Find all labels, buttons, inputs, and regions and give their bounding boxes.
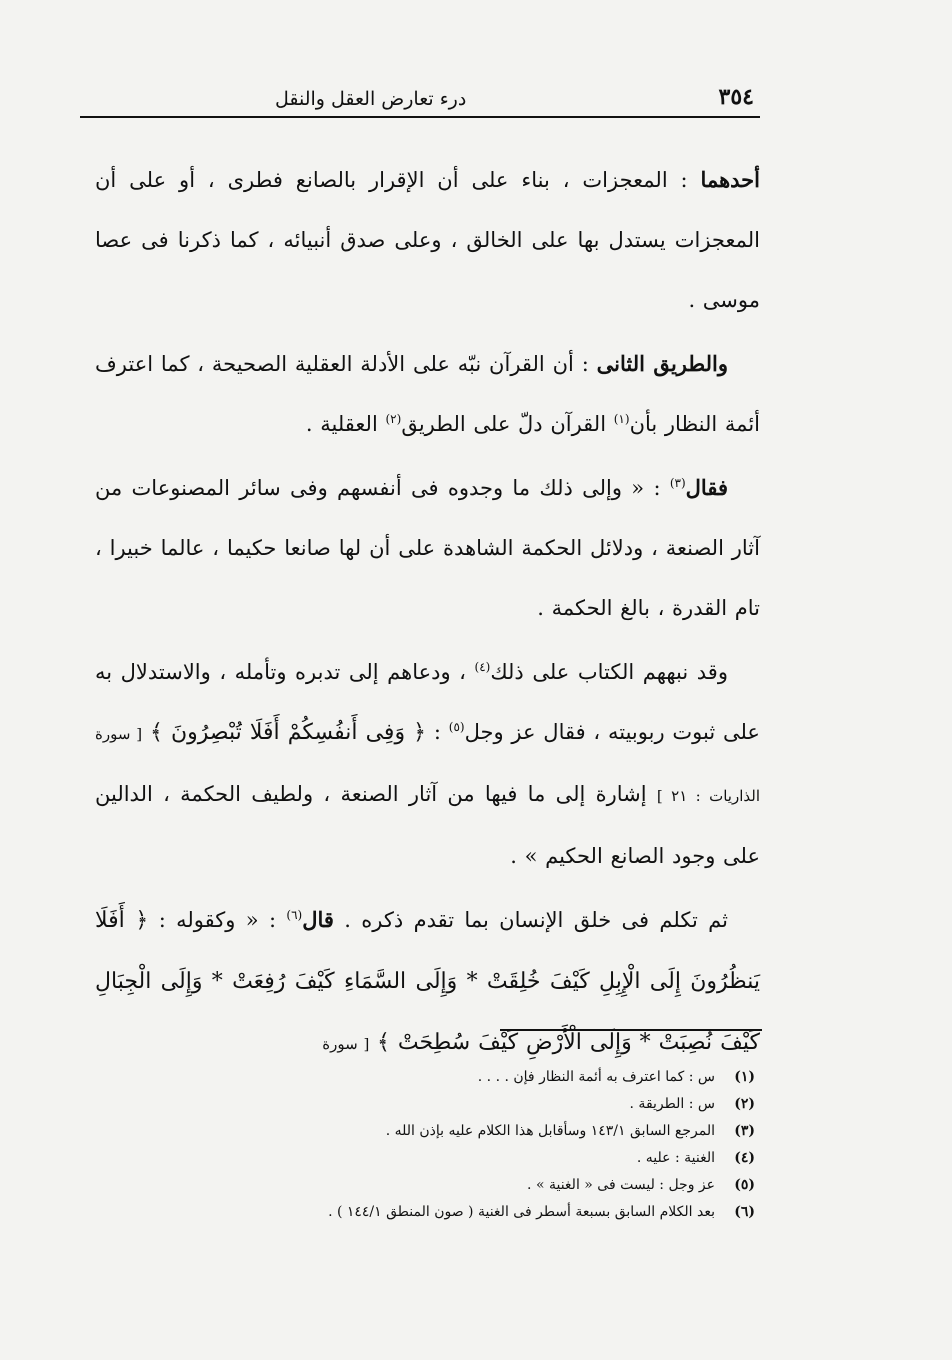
paragraph-3 — [95, 458, 760, 638]
footnote-divider — [500, 1029, 762, 1031]
footnote-text: الغنية : عليه . — [636, 1150, 715, 1166]
footnote-text: س : الطريقة . — [629, 1096, 715, 1112]
footnote-text: عز وجل : ليست فى « الغنية » . — [527, 1177, 715, 1193]
footnote-number: (٢) — [734, 1096, 755, 1112]
paragraph-text: العقلية . — [305, 412, 378, 436]
footnote-ref: (٥) — [448, 720, 465, 734]
footnote-ref: (٢) — [385, 412, 402, 426]
footnote-ref: (٦) — [286, 908, 303, 922]
running-title: درء تعارض العقل والنقل — [275, 88, 467, 110]
footnote-number: (١) — [734, 1069, 755, 1085]
paragraph-text: : المعجزات ، بناء على أن الإقرار بالصانع فطرى ، أو على أن المعجزات يستدل بها على الخالق ، وعلى صدق أنبيائه ، كما ذكرنا فى عصا موسى . — [95, 168, 760, 312]
footnote-ref: (٤) — [474, 660, 491, 674]
paragraph-text: : « وكقوله : — [158, 908, 277, 932]
page-number: ٣٥٤ — [718, 84, 754, 110]
paragraph-lead: فقال — [685, 475, 728, 500]
paragraph-4 — [95, 642, 760, 886]
footnote-text: بعد الكلام السابق بسبعة أسطر فى الغنية ( صون المنطق ١٤٤/١ ) . — [328, 1204, 715, 1220]
footnote-2 — [95, 1091, 755, 1118]
paragraph-text: القرآن دلّ على الطريق — [401, 412, 607, 436]
paragraph-text: ثم تكلم فى خلق الإنسان بما تقدم ذكره . — [344, 908, 728, 932]
paragraph-text: وقد نبههم الكتاب على ذلك — [490, 660, 728, 684]
footnote-1 — [95, 1064, 755, 1091]
paragraph-text: إشارة إلى ما فيها من آثار الصنعة ، ولطيف الحكمة ، الدالين على وجود الصانع الحكيم » . — [95, 782, 760, 868]
verse-citation: [ سورة الذاريات : ٢١ ] — [95, 725, 761, 805]
footnote-number: (٤) — [734, 1150, 755, 1166]
paragraph-1 — [95, 150, 760, 330]
footnote-5 — [95, 1172, 755, 1199]
paragraph-5 — [95, 890, 760, 1074]
footnote-ref: (٣) — [669, 476, 686, 490]
footnote-ref: (١) — [613, 412, 630, 426]
footnote-6 — [95, 1199, 755, 1226]
quran-verse: ﴿ أَفَلَا يَنظُرُونَ إِلَى الْإِبِلِ كَيْفَ خُلِقَتْ * وَإِلَى السَّمَاءِ كَيْفَ رُفِعَتْ * وَإِلَى الْجِبَالِ كَيْفَ نُصِبَتْ * وَإِلَى الْأَرْضِ كَيْفَ سُطِحَتْ ﴾ — [95, 908, 760, 1055]
paragraph-text: : « وإلى ذلك ما وجدوه فى أنفسهم وفى سائر المصنوعات من آثار الصنعة ، ودلائل الحكمة الشاهدة على أن لها صانعا حكيما ، عالما خبيرا ، تام القدرة ، بالغ الحكمة . — [95, 476, 760, 620]
paragraph-2 — [95, 334, 760, 454]
verse-citation: [ سورة — [322, 1035, 370, 1053]
page-header — [80, 78, 760, 118]
footnotes — [95, 1064, 755, 1226]
paragraph-text: : أن القرآن نبّه على الأدلة العقلية الصحيحة ، كما اعترف أئمة النظار بأن — [95, 352, 760, 436]
footnote-number: (٥) — [734, 1177, 755, 1193]
footnote-4 — [95, 1145, 755, 1172]
quran-verse: ﴿ وَفِى أَنفُسِكُمْ أَفَلَا تُبْصِرُونَ ﴾ — [149, 720, 427, 745]
paragraph-lead: أحدهما — [700, 167, 760, 192]
footnote-text: س : كما اعترف به أئمة النظار فإن . . . . — [477, 1069, 715, 1085]
main-text — [95, 150, 760, 1078]
footnote-text: المرجع السابق ١٤٣/١ وسأقابل هذا الكلام عليه بإذن الله . — [385, 1123, 715, 1139]
paragraph-text: ، ودعاهم إلى تدبره وتأمله ، والاستدلال به على ثبوت ربوبيته ، فقال عز وجل — [95, 660, 760, 744]
footnote-number: (٣) — [734, 1123, 755, 1139]
footnote-3 — [95, 1118, 755, 1145]
paragraph-lead: قال — [302, 907, 334, 932]
footnote-number: (٦) — [734, 1204, 755, 1220]
paragraph-text: : — [433, 720, 441, 744]
paragraph-lead: والطريق الثانى — [596, 351, 728, 376]
